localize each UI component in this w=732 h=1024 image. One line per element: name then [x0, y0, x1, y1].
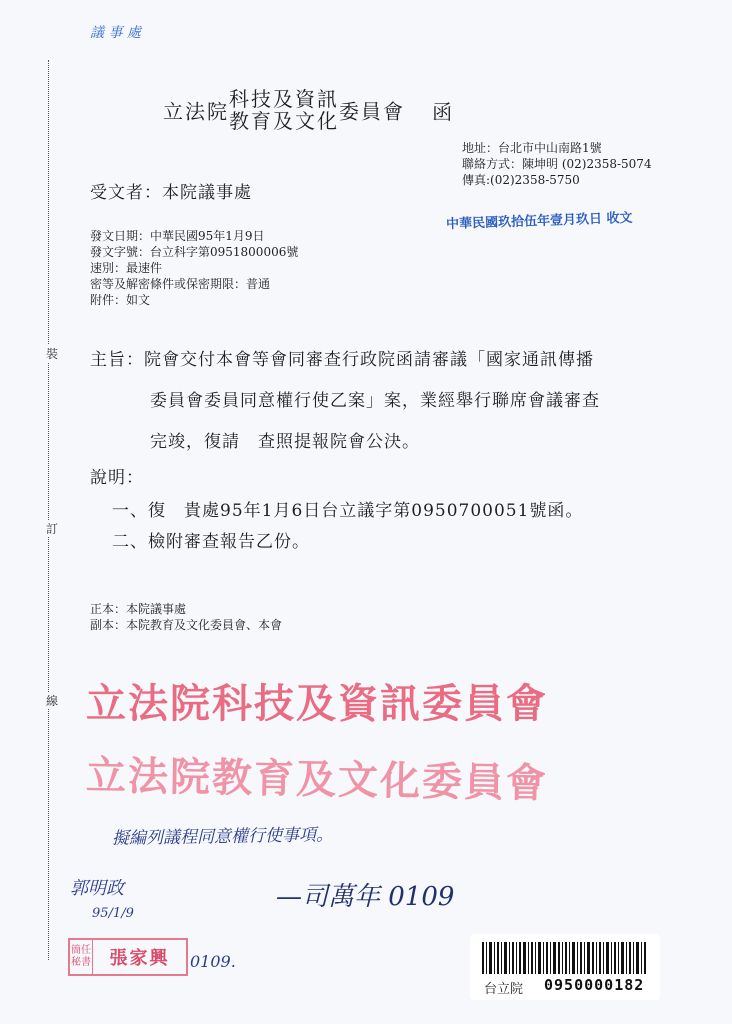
binding-mark-2: 訂	[46, 522, 59, 536]
title-type: 函	[432, 99, 455, 124]
contact-person: 聯絡方式：陳坤明 (02)2358-5074	[462, 157, 652, 171]
meta-date: 發文日期：中華民國95年1月9日	[90, 229, 265, 243]
distribution-original: 正本：本院議事處	[90, 602, 187, 616]
distribution-copy: 副本：本院教育及文化委員會、本會	[90, 618, 283, 632]
contact-block	[462, 140, 652, 188]
handwritten-left-name: 郭明政	[70, 878, 124, 899]
office-stamp: 議 事 處	[90, 25, 141, 41]
title-committee-2: 教育及文化	[229, 109, 339, 133]
barcode-icon	[480, 942, 650, 974]
contact-address: 地址：台北市中山南路1號	[462, 141, 602, 155]
seal-date: 0109.	[190, 952, 236, 971]
explanation-item-2: 二、檢附審查報告乙份。	[112, 532, 310, 552]
handwritten-signature: —司萬年 0109	[276, 882, 455, 912]
meta-number: 發文字號：台立科字第0951800006號	[90, 245, 299, 259]
meta-secrecy: 密等及解密條件或保密期限：普通	[90, 277, 271, 291]
handwritten-left-date: 95/1/9	[92, 906, 134, 921]
subject-line-1: 主旨：院會交付本會等會同審查行政院函請審議「國家通訊傳播	[90, 350, 594, 370]
received-stamp: 中華民國玖拾伍年壹月玖日 收文	[445, 210, 633, 233]
title-prefix: 立法院	[163, 99, 229, 124]
title-committee-1: 科技及資訊	[229, 87, 339, 111]
distribution-block	[90, 601, 282, 633]
subject-line-3: 完竣，復請 查照提報院會公決。	[150, 432, 420, 452]
letter-title	[163, 88, 454, 132]
committee-stamp-1: 立法院科技及資訊委員會	[86, 681, 548, 727]
contact-fax: 傳真:(02)2358-5750	[462, 173, 580, 187]
barcode-org: 台立院	[484, 982, 524, 997]
seal-title: 簡任秘書	[70, 940, 93, 974]
meta-urgency: 速別：最速件	[90, 261, 163, 275]
handwritten-note: 擬編列議程同意權行使事項。	[111, 825, 334, 849]
committee-stamp-2: 立法院教育及文化委員會	[85, 752, 549, 808]
binding-line	[48, 60, 49, 960]
official-seal	[68, 938, 188, 976]
explanation-heading: 說明：	[90, 468, 144, 488]
explanation-item-1: 一、復 貴處95年1月6日台立議字第0950700051號函。	[112, 501, 584, 521]
meta-attachment: 附件：如文	[90, 293, 151, 307]
barcode-number: 0950000182	[544, 976, 645, 994]
subject-line-2: 委員會委員同意權行使乙案」案，業經舉行聯席會議審查	[150, 391, 600, 411]
title-suffix: 委員會	[339, 99, 405, 124]
meta-block	[90, 228, 298, 308]
binding-mark-3: 線	[46, 694, 59, 708]
title-committees	[229, 88, 339, 132]
recipient: 受文者：本院議事處	[90, 183, 252, 203]
barcode-label	[470, 934, 660, 1000]
binding-mark-1: 裝	[46, 347, 59, 361]
seal-name: 張家興	[109, 948, 170, 969]
